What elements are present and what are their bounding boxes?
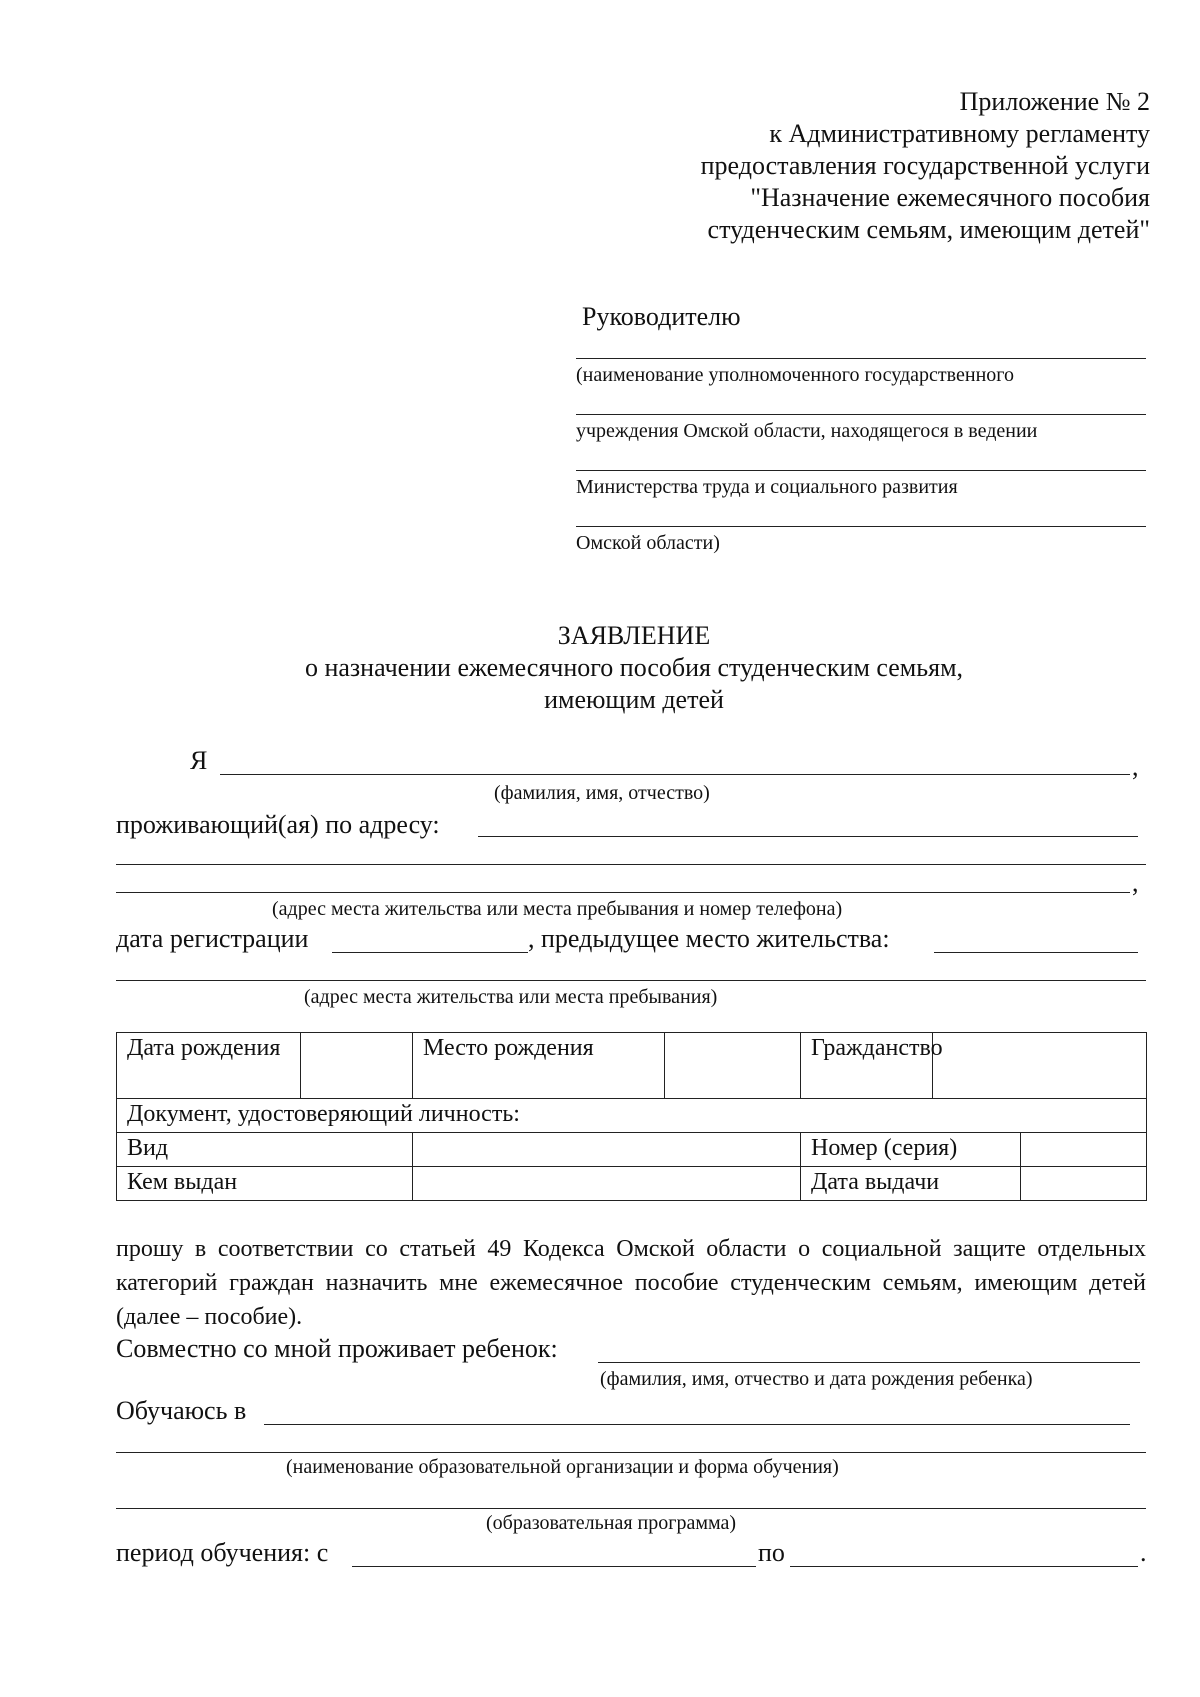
id-document-label: Документ, удостоверяющий личность:: [117, 1099, 1147, 1133]
citizenship-cell[interactable]: [933, 1033, 1147, 1099]
appendix-line-3: предоставления государственной услуги: [700, 151, 1150, 180]
issued-by-label: Кем выдан: [117, 1167, 413, 1201]
period-from-line[interactable]: [352, 1566, 756, 1567]
addressee-to: Руководителю: [582, 302, 741, 331]
addressee-hint-2: учреждения Омской области, находящегося в ведении: [576, 420, 1038, 442]
address-label: проживающий(ая) по адресу:: [116, 810, 440, 839]
period-label: период обучения: с: [116, 1538, 329, 1567]
program-hint: (образовательная программа): [486, 1512, 737, 1534]
child-line[interactable]: [598, 1362, 1140, 1363]
table-row: [117, 1099, 1147, 1133]
table-row: [117, 1133, 1147, 1167]
address-line-3[interactable]: [116, 892, 1130, 893]
appendix-line-1: Приложение № 2: [959, 87, 1150, 116]
appendix-line-5: студенческим семьям, имеющим детей": [707, 215, 1150, 244]
name-comma: ,: [1132, 752, 1139, 781]
kind-cell[interactable]: [413, 1133, 801, 1167]
birth-place-label: Место рождения: [413, 1033, 665, 1099]
table-row: [117, 1033, 1147, 1099]
study-line-1[interactable]: [264, 1424, 1130, 1425]
child-hint: (фамилия, имя, отчество и дата рождения ребенка): [600, 1368, 1033, 1390]
appendix-line-4: "Назначение ежемесячного пособия: [750, 183, 1150, 212]
number-label: Номер (серия): [801, 1133, 1021, 1167]
i-label: Я: [190, 746, 208, 775]
address-comma: ,: [1132, 868, 1139, 897]
address-line-1[interactable]: [478, 836, 1138, 837]
document-title: [0, 620, 1200, 716]
title-heading: ЗАЯВЛЕНИЕ: [557, 621, 711, 650]
issue-date-cell[interactable]: [1021, 1167, 1147, 1201]
period-to-label: по: [758, 1538, 785, 1567]
birth-date-label: Дата рождения: [117, 1033, 301, 1099]
request-paragraph: [116, 1232, 1146, 1334]
title-sub-2: имеющим детей: [544, 685, 724, 714]
name-line[interactable]: [220, 774, 1130, 775]
number-cell[interactable]: [1021, 1133, 1147, 1167]
period-to-line[interactable]: [790, 1566, 1138, 1567]
addressee-line-4[interactable]: [576, 526, 1146, 527]
issued-by-cell[interactable]: [413, 1167, 801, 1201]
title-sub-1: о назначении ежемесячного пособия студенческим семьям,: [304, 653, 964, 682]
prev-label: , предыдущее место жительства:: [528, 924, 890, 953]
addressee-hint-3: Министерства труда и социального развития: [576, 476, 958, 498]
issue-date-label: Дата выдачи: [801, 1167, 1021, 1201]
request-text: прошу в соответствии со статьей 49 Кодекса Омской области о социальной защите отдельных категорий граждан назначить мне ежемесячное пособие студенческим семьям, имеющим детей (далее – пособие).: [116, 1236, 1146, 1330]
addressee-hint-4: Омской области): [576, 532, 720, 554]
addressee-line-3[interactable]: [576, 470, 1146, 471]
appendix-line-2: к Административному регламенту: [769, 119, 1150, 148]
study-line-2[interactable]: [116, 1452, 1146, 1453]
prev-hint: (адрес места жительства или места пребывания): [304, 986, 718, 1008]
reg-label: дата регистрации: [116, 924, 309, 953]
reg-date-line[interactable]: [332, 952, 528, 953]
kind-label: Вид: [117, 1133, 413, 1167]
prev-line-1[interactable]: [934, 952, 1138, 953]
program-line[interactable]: [116, 1508, 1146, 1509]
addressee-line-2[interactable]: [576, 414, 1146, 415]
addressee-hint-1: (наименование уполномоченного государственного: [576, 364, 1014, 386]
period-end: .: [1140, 1538, 1147, 1567]
prev-line-2[interactable]: [116, 980, 1146, 981]
org-hint: (наименование образовательной организации и форма обучения): [286, 1456, 839, 1478]
address-hint: (адрес места жительства или места пребывания и номер телефона): [272, 898, 843, 920]
table-row: [117, 1167, 1147, 1201]
study-label: Обучаюсь в: [116, 1396, 247, 1425]
appendix-header: [701, 86, 1150, 246]
birth-date-cell[interactable]: [301, 1033, 413, 1099]
birth-place-cell[interactable]: [665, 1033, 801, 1099]
citizenship-label: Гражданство: [801, 1033, 933, 1099]
address-line-2[interactable]: [116, 864, 1146, 865]
addressee-line-1[interactable]: [576, 358, 1146, 359]
name-hint: (фамилия, имя, отчество): [494, 782, 710, 804]
child-label: Совместно со мной проживает ребенок:: [116, 1334, 558, 1363]
identity-table: [116, 1032, 1147, 1201]
